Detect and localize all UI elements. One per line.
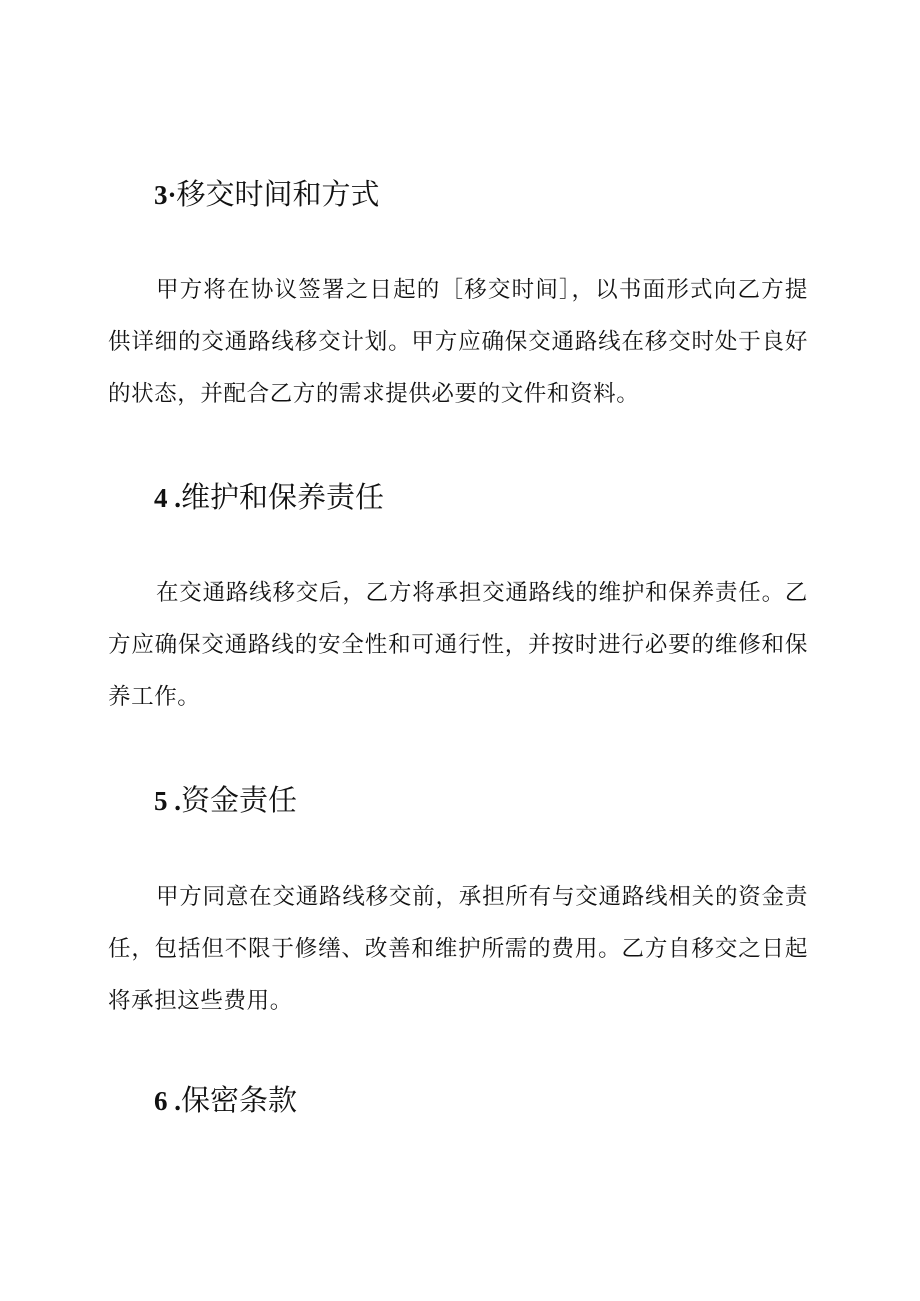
section-3-title: 移交时间和方式 <box>176 177 380 211</box>
section-3-heading <box>154 174 834 215</box>
section-4-paragraph: 在交通路线移交后，乙方将承担交通路线的维护和保养责任。乙方应确保交通路线的安全性和可通行性，并按时进行必要的维修和保养工作。 <box>108 580 808 710</box>
section-5-paragraph: 甲方同意在交通路线移交前，承担所有与交通路线相关的资金责任，包括但不限于修缮、改善和维护所需的费用。乙方自移交之日起将承担这些费用。 <box>108 884 808 1014</box>
section-3-number: 3· <box>154 180 177 210</box>
section-5-title: 资金责任 <box>181 783 298 817</box>
section-6-heading <box>154 1080 834 1121</box>
section-5-number: 5 . <box>154 786 181 816</box>
section-4-number: 4 . <box>154 483 181 513</box>
section-6-title: 保密条款 <box>181 1083 298 1117</box>
section-3-paragraph: 甲方将在协议签署之日起的［移交时间］，以书面形式向乙方提供详细的交通路线移交计划。甲方应确保交通路线在移交时处于良好的状态，并配合乙方的需求提供必要的文件和资料。 <box>108 277 808 407</box>
section-4-title: 维护和保养责任 <box>181 480 385 514</box>
section-5-heading <box>154 780 834 821</box>
section-6-number: 6 . <box>154 1086 181 1116</box>
section-4-heading <box>154 477 834 518</box>
